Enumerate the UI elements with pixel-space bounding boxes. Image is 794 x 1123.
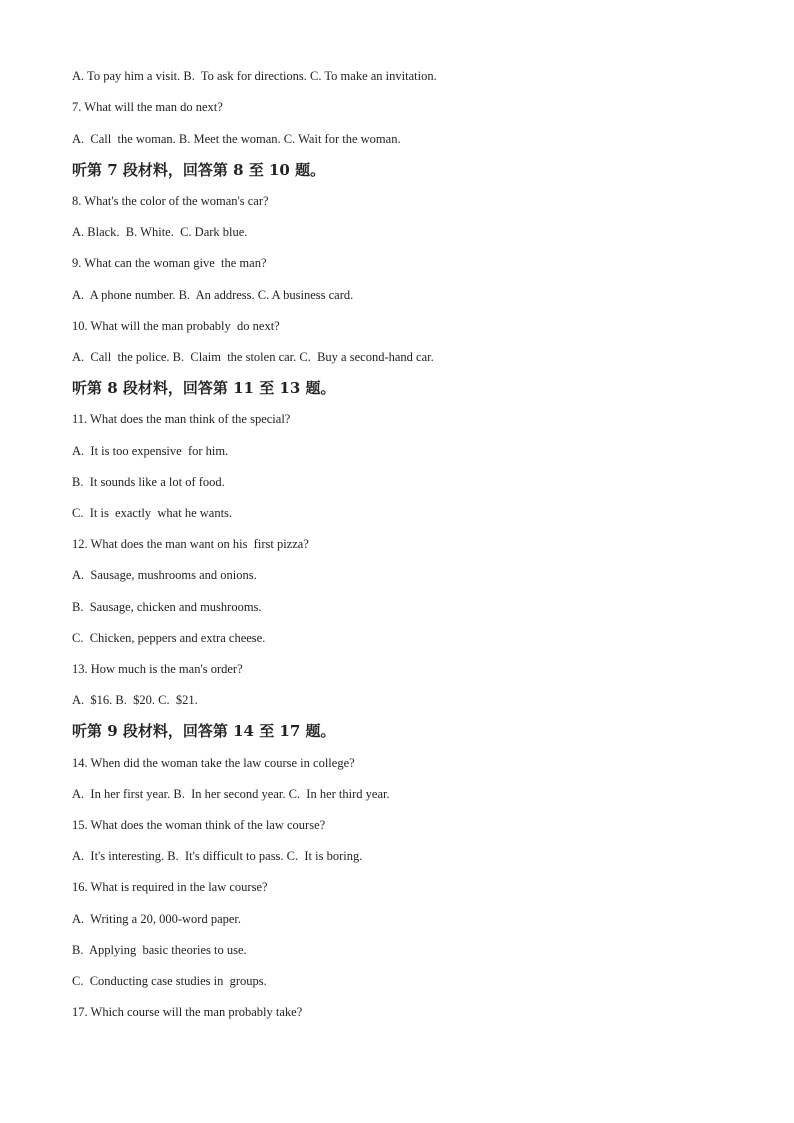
- option-16-b: B. Applying basic theories to use.: [72, 943, 247, 957]
- question-12: 12. What does the man want on his first pizza?: [72, 537, 309, 551]
- option-line-q8: A. Black. B. White. C. Dark blue.: [72, 225, 248, 239]
- option-11-b: B. It sounds like a lot of food.: [72, 475, 225, 489]
- question-11: 11. What does the man think of the special?: [72, 412, 291, 426]
- section-heading-7: 听第 7 段材料，回答第 8 至 10 题。: [72, 161, 326, 179]
- option-line-q15: A. It's interesting. B. It's difficult to pass. C. It is boring.: [72, 849, 363, 863]
- option-line-q7: A. Call the woman. B. Meet the woman. C. Wait for the woman.: [72, 132, 401, 146]
- option-12-b: B. Sausage, chicken and mushrooms.: [72, 600, 262, 614]
- option-16-a: A. Writing a 20, 000-word paper.: [72, 912, 242, 926]
- option-line-q6: A. To pay him a visit. B. To ask for directions. C. To make an invitation.: [72, 69, 437, 83]
- option-16-c: C. Conducting case studies in groups.: [72, 974, 267, 988]
- section-heading-9: 听第 9 段材料，回答第 14 至 17 题。: [72, 722, 336, 740]
- question-14: 14. When did the woman take the law course in college?: [72, 756, 355, 770]
- option-11-c: C. It is exactly what he wants.: [72, 506, 233, 520]
- question-8: 8. What's the color of the woman's car?: [72, 194, 269, 208]
- option-line-q9: A. A phone number. B. An address. C. A business card.: [72, 288, 354, 302]
- question-7: 7. What will the man do next?: [72, 100, 223, 114]
- option-12-a: A. Sausage, mushrooms and onions.: [72, 568, 257, 582]
- question-9: 9. What can the woman give the man?: [72, 256, 267, 270]
- section-heading-8: 听第 8 段材料，回答第 11 至 13 题。: [72, 379, 336, 397]
- option-line-q10: A. Call the police. B. Claim the stolen car. C. Buy a second-hand car.: [72, 350, 434, 364]
- question-17: 17. Which course will the man probably take?: [72, 1005, 303, 1019]
- question-15: 15. What does the woman think of the law course?: [72, 818, 326, 832]
- option-line-q13: A. $16. B. $20. C. $21.: [72, 693, 198, 707]
- question-10: 10. What will the man probably do next?: [72, 319, 280, 333]
- option-12-c: C. Chicken, peppers and extra cheese.: [72, 631, 266, 645]
- option-11-a: A. It is too expensive for him.: [72, 444, 229, 458]
- question-13: 13. How much is the man's order?: [72, 662, 243, 676]
- option-line-q14: A. In her first year. B. In her second year. C. In her third year.: [72, 787, 390, 801]
- question-16: 16. What is required in the law course?: [72, 880, 268, 894]
